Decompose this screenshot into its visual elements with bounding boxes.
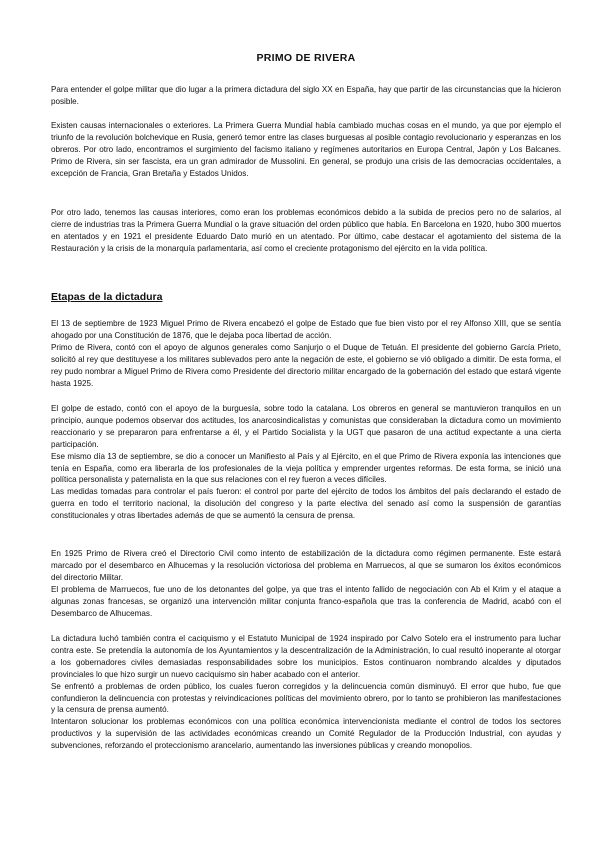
stage-coup-text-2: Primo de Rivera, contó con el apoyo de algunos generales como Sanjurjo o el Duque de Tetuán. El presidente del gobierno García Prieto, solicitó al rey que destituyese a los militares sublevados pero ante la negación de este, el gobierno se vió obligado a dimitir. De esta forma, el rey pudo nombrar a Miguel Primo de Rivera como Presidente del directorio militar encargado de la gobernación del estado que estará vigente hasta 1925.: [51, 342, 561, 388]
internal-causes-paragraph: [51, 207, 561, 255]
stage-support-paragraph: [51, 403, 561, 522]
stage-support-text-1: El golpe de estado, contó con el apoyo de la burguesía, sobre todo la catalana. Los obreros en general se mantuvieron tranquilos en un principio, aunque podemos observar dos actitudes, los anarcosindicalistas y comunistas que consideraban la dictadura como un movimiento reaccionario y se prepararon para enfrentarse a él, y el Partido Socialista y la UGT que pasaron de una actitud expectante a una cierta participación.: [51, 404, 561, 449]
stage-coup-paragraph: [51, 318, 561, 389]
stage-civil-text-2: El problema de Marruecos, fue uno de los detonantes del golpe, ya que tras el intento fallido de negociación con Ab el Krim y el ataque a algunas zonas francesas, se organizó una intervención militar conjunta franco-española que tras la conferencia de Madrid, acabó con el Desembarco de Alhucemas.: [51, 584, 561, 618]
stage-coup-text-1: El 13 de septiembre de 1923 Miguel Primo de Rivera encabezó el golpe de Estado que fue bien visto por el rey Alfonso XIII, que se sentía ahogado por una Constitución de 1876, que le dejaba poca libertad de acción.: [51, 319, 561, 340]
stage-support-text-2: Ese mismo día 13 de septiembre, se dio a conocer un Manifiesto al País y al Ejército, en el que Primo de Rivera exponía las intenciones que tenía en España, como era liberarla de los profesionales de la vieja política y emprender urgentes reformas. De esta forma, se inició una política personalista y paternalista en la que sus relaciones con el rey fueron a veces difíciles.: [51, 451, 561, 485]
stage-policy-text-1: La dictadura luchó también contra el caciquismo y el Estatuto Municipal de 1924 inspirado por Calvo Sotelo era el instrumento para luchar contra este. Se pretendía la autonomía de los Ayuntamientos y la descentralización de la Administración, lo cual resultó inoperante al otorgar a los gobernadores civiles demasiadas responsabilidades sobre los municipios. Estos continuaron nombrando alcaldes y diputados provinciales lo que hizo surgir un nuevo caciquismo sin haber acabado con el anterior.: [51, 634, 561, 679]
external-causes-text: Existen causas internacionales o exteriores. La Primera Guerra Mundial había cambiado muchas cosas en el mundo, ya que por ejemplo el triunfo de la revolución bolchevique en Rusia, generó temor entre las clases burguesas al posible contagio revolucionario y esperanzas en los obreros. Por otro lado, encontramos el surgimiento del facismo italiano y regímenes autoritarios en Europa Central, Japón y Los Balcanes. Primo de Rivera, sin ser fascista, era un gran admirador de Mussolini. En general, se produjo una crisis de las democracias occidentales, a excepción de Francia, Gran Bretaña y Estados Unidos.: [51, 121, 561, 178]
intro-text: Para entender el golpe militar que dio lugar a la primera dictadura del siglo XX en España, hay que partir de las circunstancias que la hicieron posible.: [51, 85, 561, 106]
stage-policy-text-2: Se enfrentó a problemas de orden público, los cuales fueron corregidos y la delincuencia común disminuyó. El error que hubo, fue que confundieron la delincuencia con protestas y reivindicaciones políticas del movimiento obrero, por lo tanto se prohibieron las manifestaciones y la censura de prensa aumentó.: [51, 681, 561, 715]
intro-paragraph: [51, 84, 561, 108]
external-causes-paragraph: [51, 120, 561, 180]
stage-civil-paragraph: [51, 548, 561, 619]
stage-policy-text-3: Intentaron solucionar los problemas económicos con una política económica intervencionista mediante el control de todos los sectores productivos y la supervisión de las actividades económicas creando un Comité Regulador de la Producción Industrial, con ayudas y subvenciones, reforzando el proteccionismo arancelario, aumentando las inversiones públicas y creando monopolios.: [51, 717, 561, 751]
document-title: PRIMO DE RIVERA: [256, 52, 356, 64]
stage-civil-text-1: En 1925 Primo de Rivera creó el Directorio Civil como intento de estabilización de la dictadura como régimen permanente. Este estará marcado por el desembarco en Alhucemas y la resolución victoriosa del problema en Marruecos, al que se sumaron los éxitos económicos del directorio Militar.: [51, 549, 561, 582]
section-title-etapas: Etapas de la dictadura: [51, 291, 163, 303]
internal-causes-text: Por otro lado, tenemos las causas interiores, como eran los problemas económicos debido a la subida de precios pero no de salarios, al cierre de industrias tras la Primera Guerra Mundial o la grave situación del orden público que había. En Barcelona en 1920, hubo 300 muertos en atentados y en 1921 el presidente Eduardo Dato murió en un atentado. Por último, cabe destacar el agotamiento del sistema de la Restauración y la crisis de la monarquía parlamentaria, así como el creciente protagonismo del ejército en la vida política.: [51, 208, 561, 253]
stage-support-text-3: Las medidas tomadas para controlar el país fueron: el control por parte del ejército de todos los ámbitos del país declarando el estado de guerra en todo el territorio nacional, la disolución del congreso y la parte electiva del senado así como la suspensión de garantías constitucionales y otras libertades además de que se aumentó la censura de prensa.: [51, 487, 561, 521]
stage-policy-paragraph: [51, 633, 561, 752]
